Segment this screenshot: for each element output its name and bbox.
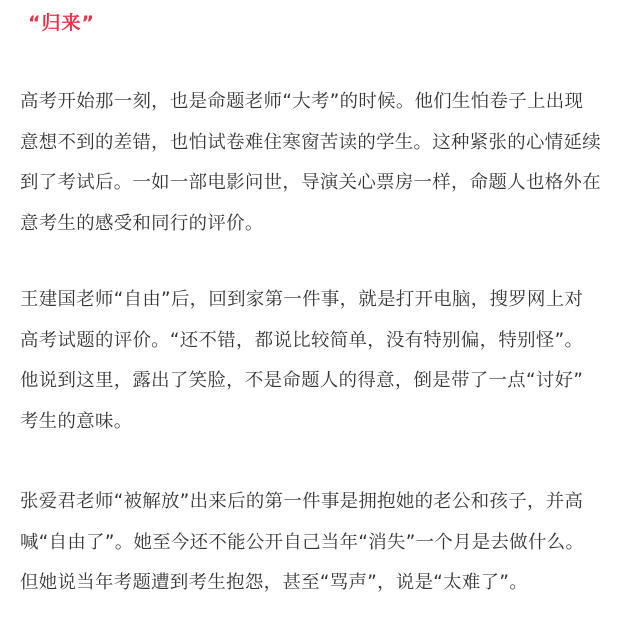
paragraph-line: 但她说当年考题遭到考生抱怨，甚至“骂声”，说是“太难了”。 [20,572,529,593]
paragraph-line: 喊“自由了”。她至今还不能公开自己当年“消失”一个月是去做什么。 [20,531,585,553]
paragraph-line: 王建国老师“自由”后，回到家第一件事，就是打开电脑，搜罗网上对 [20,289,584,310]
paragraph-line: 意考生的感受和同行的评价。 [20,212,264,234]
paragraph-3 [20,482,584,604]
paragraph-line: 高考试题的评价。“还不错，都说比较简单，没有特别偏，特别怪”。 [20,329,584,351]
paragraph-line: 到了考试后。一如一部电影问世，导演关心票房一样，命题人也格外在 [20,172,601,193]
paragraph-line: 高考开始那一刻，也是命题老师“大考”的时候。他们生怕卷子上出现 [20,91,584,112]
paragraph-line: 张爱君老师“被解放”出来后的第一件事是拥抱她的老公和孩子，并高 [20,491,584,512]
paragraph-line: 他说到这里，露出了笑脸，不是命题人的得意，倒是带了一点“讨好” [20,370,584,391]
paragraph-line: 考生的意味。 [20,410,133,432]
paragraph-line: 意想不到的差错，也怕试卷难住寒窗苦读的学生。这种紧张的心情延续 [20,131,601,153]
section-title: “归来” [28,12,95,34]
paragraph-1 [20,82,601,244]
paragraph-2 [20,280,583,442]
